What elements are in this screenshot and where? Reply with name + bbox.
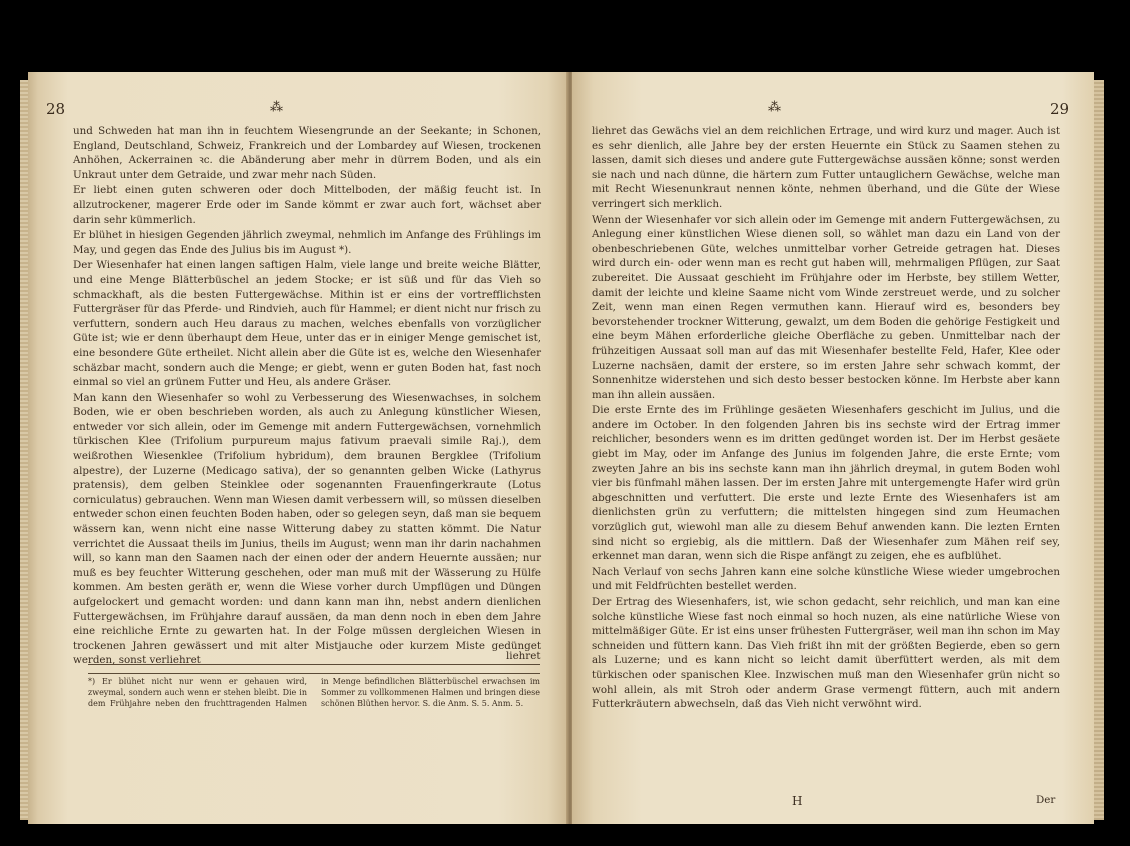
page-edge-right bbox=[1094, 80, 1104, 820]
footnote: *) Er blühet nicht nur wenn er gehauen wird, zweymal, sondern auch wenn er stehen bleibt. Die in dem Frühjahre neben den fruchttragenden Halmen in Menge befindlichen Blätterbüschel erwachsen im Sommer zu vollkommenen Halmen und bringen diese schönen Blüthen hervor. S. die Anm. S. 5. Anm. 5. bbox=[88, 677, 540, 708]
paragraph: Die erste Ernte des im Frühlinge gesäeten Wiesenhafers geschicht im Julius, und die andere im October. In den folgenden Jahren bis ins sechste wird der Ertrag immer reichlicher, besonders wenn es im dritten gedünget worden ist. Der im Herbst gesäete giebt im May, oder im Anfange des Junius im folgenden Jahre, die erste Ernte; vom zweyten Jahre an bis ins sechste kann man ihn jährlich dreymal, in gutem Boden wohl vier bis fünfmahl mähen lassen. Der im ersten Jahre mit untergemengte Hafer wird grün abgeschnitten und verfuttert. Die erste und lezte Ernte des Wiesenhafers ist am dienlichsten grün zu verfuttern; die mittelsten hingegen sind zum Heumachen vorzüglich gut, wiewohl man alle zu diesem Behuf anwenden kann. Die lezten Ernten sind nicht so ergiebig, als die mittlern. Daß der Wiesenhafer zum Mähen reif sey, erkennet man daran, wenn sich die Rispe anfängt zu zeigen, ehe es aufblühet. bbox=[592, 404, 1060, 563]
paragraph: Der Wiesenhafer hat einen langen saftigen Halm, viele lange und breite weiche Blätter, und eine Menge Blätterbüschel an jedem Stocke; er ist süß und für das Vieh so schmackhaft, als die besten Futtergewächse. Mithin ist er eins der vortrefflichsten Futtergräser für das Pferde- und Rindvieh, auch für Hammel; er dient nicht nur frisch zu verfuttern, sondern auch Heu daraus zu machen, welches ebenfalls von vorzüglicher Güte ist; wie er denn überhaupt dem Heue, unter das er in einiger Menge gemischet ist, eine besondere Güte ertheilet. Nicht allein aber die Güte ist es, welche den Wiesenhafer schäzbar macht, sondern auch die Menge; er giebt, wenn er guten Boden hat, fast noch einmal so viel an grünem Futter und Heu, als andere Gräser. bbox=[73, 259, 541, 389]
paragraph: und Schweden hat man ihn in feuchtem Wiesengrunde an der Seekante; in Schonen, England, Deutschland, Schweiz, Frankreich und der Lombardey auf Wiesen, trockenen Anhöhen, Ackerrainen ꝛc. die Abänderung aber mehr in dürrem Boden, und als ein Unkraut unter dem Getraide, und zwar mehr nach Süden. bbox=[73, 125, 541, 181]
footnote-rule bbox=[88, 664, 540, 674]
catchword: liehret bbox=[506, 650, 541, 662]
header-ornament: ⁂ bbox=[270, 100, 284, 115]
paragraph: Man kann den Wiesenhafer so wohl zu Verbesserung des Wiesenwachses, in solchem Boden, wie er oben beschrieben worden, als auch zu Anlegung künstlicher Wiesen, entweder vor sich allein, oder im Gemenge mit andern Futtergewächsen, vornehmlich türkischen Klee (Trifolium purpureum majus fativum praevali simile Raj.), dem weißrothen Wiesenklee (Trifolium hybridum), dem braunen Bergklee (Trifolium alpestre), der Luzerne (Medicago sativa), der so genannten gelben Wicke (Lathyrus pratensis), dem gelben Steinklee oder sogenannten Frauenfingerkraute (Lotus corniculatus) gebrauchen. Wenn man Wiesen damit verbessern will, so müssen dieselben entweder schon einen feuchten Boden haben, oder so gelegen seyn, daß man sie bequem wässern kan, wenn nicht eine nasse Witterung dabey zu statten kömmt. Die Natur verrichtet die Aussaat theils im Junius, theils im August; wenn man ihr darin nachahmen will, so kann man den Saamen nach der einen oder der andern Heuernte aussäen; nur muß es bey feuchter Witterung geschehen, oder man muß mit der Wässerung zu Hülfe kommen. Am besten geräth er, wenn die Wiese vorher durch Umpflügen und Düngen aufgelockert und gemacht worden: und dann kann man ihn, nebst andern dienlichen Futtergewächsen, im Frühjahre darauf aussäen, da man denn noch in eben dem Jahre eine reichliche Ernte zu gewarten hat. In der Folge müssen dergleichen Wiesen in trockenen Jahren gewässert und mit alter Mistjauche oder kurzem Miste gedünget werden, sonst verliehret bbox=[73, 391, 541, 667]
page-number: 28 bbox=[46, 100, 66, 118]
paragraph: Wenn der Wiesenhafer vor sich allein oder im Gemenge mit andern Futtergewächsen, zu Anlegung einer künstlichen Wiese dienen soll, so wählet man dazu ein Land von der obenbeschriebenen Güte, welches unmittelbar vorher Getreide getragen hat. Dieses wird durch ein- oder wenn man es recht gut haben will, mehrmaligen Pflügen, zur Saat zubereitet. Die Aussaat geschieht im Frühjahre oder im Herbste, bey stillem Wetter, damit der leichte und kleine Saame nicht vom Winde zerstreuet werde, und zu solcher Zeit, wenn man einen Regen vermuthen kann. Hierauf wird es, besonders bey bevorstehender trockner Witterung, gewalzt, um dem Boden die gehörige Festigkeit und eine beym Mähen erforderliche gleiche Oberfläche zu geben. Unmittelbar nach der frühzeitigen Aussaat soll man auf das mit Wiesenhafer bestellte Feld, Hafer, Klee oder Luzerne nachsäen, damit der erstere, so im ersten Jahre sehr schwach kommt, der Sonnenhitze widerstehen und sich desto besser bestocken könne. Im Herbste aber kann man ihn allein aussäen. bbox=[592, 213, 1060, 401]
paragraph: liehret das Gewächs viel an dem reichlichen Ertrage, und wird kurz und mager. Auch ist es sehr dienlich, alle Jahre bey der ersten Heuernte ein Stück zu Saamen stehen zu lassen, damit sich dieses und andere gute Futtergewächse aussäen könne; sonst werden sie nach und nach dünne, die härtern zum Futter untauglichern Gewächse, welche man mit Recht Wiesenunkraut nennen könte, nehmen überhand, und die Güte der Wiese verringert sich merklich. bbox=[592, 125, 1060, 210]
paragraph: Der Ertrag des Wiesenhafers, ist, wie schon gedacht, sehr reichlich, und man kan eine solche künstliche Wiese fast noch einmal so hoch nuzen, als eine natürliche Wiese von mittelmäßiger Güte. Er ist eins unser frühesten Futtergräser, weil man ihn schon im May schneiden und füttern kann. Das Vieh frißt ihn mit der größten Begierde, eben so gern als Luzerne; und es kann nicht so leicht damit überfüttert werden, als mit dem türkischen oder spanischen Klee. Inzwischen muß man den Wiesenhafer grün nicht so wohl allein, als mit Stroh oder anderm Grase vermengt füttern, auch mit andern Futterkräutern abwechseln, daß das Vieh nicht verwöhnt wird. bbox=[592, 596, 1060, 711]
left-page bbox=[28, 72, 568, 824]
body-text bbox=[592, 124, 1060, 712]
header-ornament: ⁂ bbox=[768, 100, 782, 115]
signature-mark: H bbox=[792, 794, 803, 808]
paragraph: Nach Verlauf von sechs Jahren kann eine solche künstliche Wiese wieder umgebrochen und mit Feldfrüchten bestellet werden. bbox=[592, 565, 1060, 593]
right-page bbox=[572, 72, 1094, 824]
catchword: Der bbox=[1036, 794, 1056, 806]
paragraph: Er blühet in hiesigen Gegenden jährlich zweymal, nehmlich im Anfange des Frühlings im May, und gegen das Ende des Julius bis im August *). bbox=[73, 229, 541, 256]
paragraph: Er liebt einen guten schweren oder doch Mittelboden, der mäßig feucht ist. In allzutrockener, magerer Erde oder im Sande kömmt er zwar auch fort, wächset aber darin sehr kümmerlich. bbox=[73, 184, 541, 226]
body-text bbox=[73, 124, 541, 668]
page-number: 29 bbox=[1050, 100, 1070, 118]
